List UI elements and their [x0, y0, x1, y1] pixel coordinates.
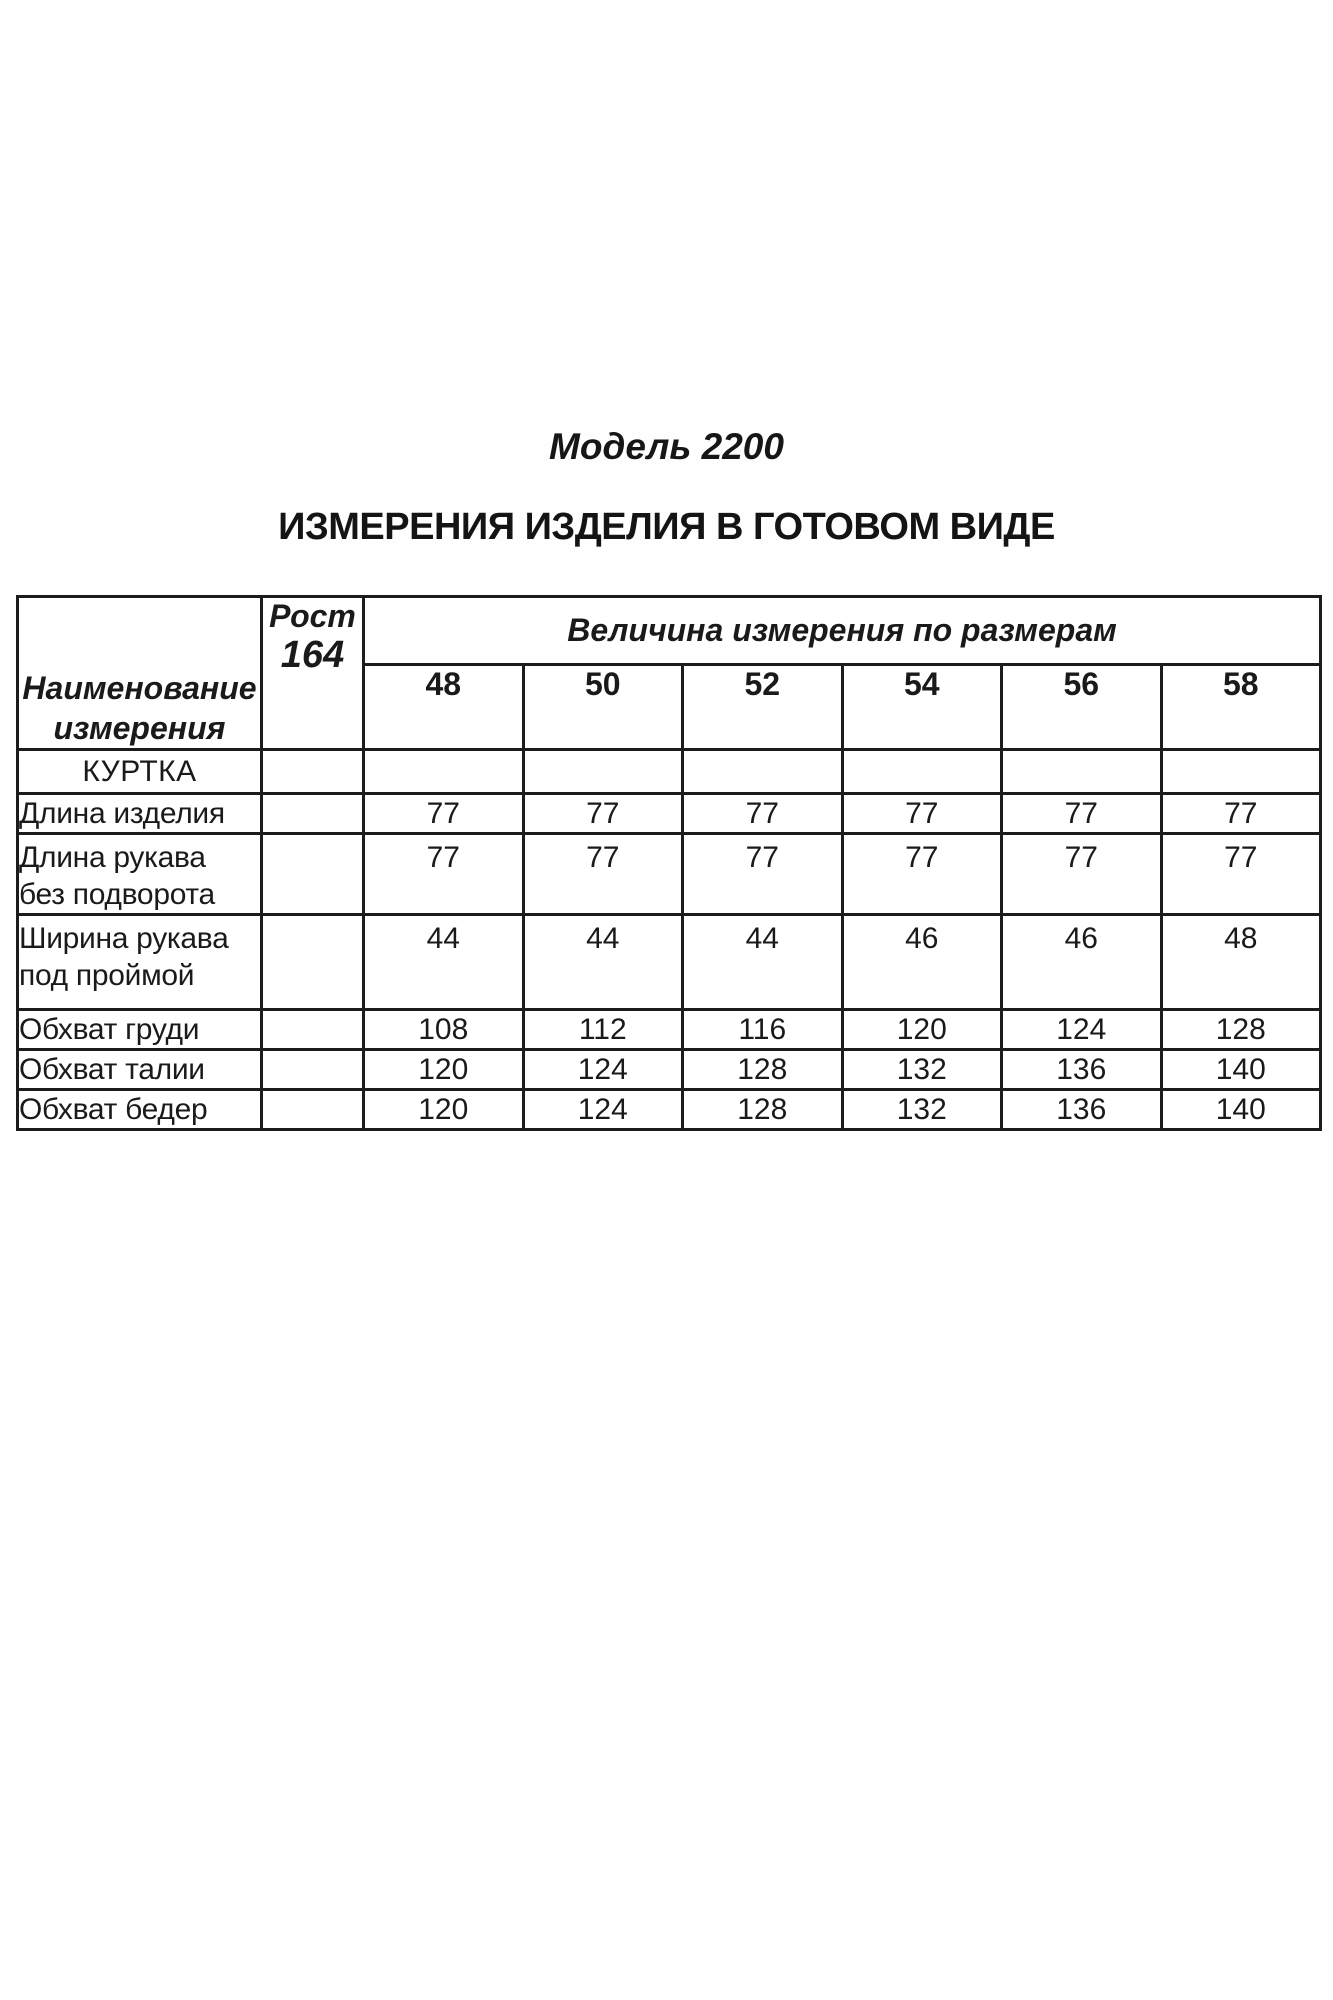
measurement-value: 136 [1002, 1050, 1162, 1090]
empty-cell [683, 750, 843, 794]
measurement-value: 77 [364, 834, 524, 915]
label-line: без подворота [19, 878, 215, 911]
label-line: Обхват груди [19, 1013, 200, 1046]
table-row [18, 794, 1321, 834]
empty-cell [262, 834, 364, 915]
measurement-value: 124 [1002, 1010, 1162, 1050]
empty-cell [523, 750, 683, 794]
measurement-value: 112 [523, 1010, 683, 1050]
measurement-value: 44 [683, 915, 843, 1010]
measurement-value: 108 [364, 1010, 524, 1050]
measurement-value: 44 [364, 915, 524, 1010]
empty-cell [842, 750, 1002, 794]
label-line: Длина рукава [19, 841, 206, 874]
measurement-value: 116 [683, 1010, 843, 1050]
label-line: Длина изделия [19, 797, 225, 830]
column-header-measurement-name [18, 597, 262, 750]
table-row [18, 834, 1321, 915]
measurement-value: 128 [683, 1090, 843, 1130]
measurement-label [18, 834, 262, 915]
measurement-label [18, 915, 262, 1010]
measurement-label [18, 1010, 262, 1050]
column-header-sizes-span: Величина измерения по размерам [364, 597, 1321, 665]
measurement-value: 77 [1002, 794, 1162, 834]
empty-cell [262, 794, 364, 834]
size-header-50: 50 [523, 665, 683, 750]
header-row-top [18, 597, 1321, 665]
label-line: Обхват талии [19, 1053, 205, 1086]
measurement-value: 77 [842, 834, 1002, 915]
model-title: Модель 2200 [549, 426, 784, 467]
table-row [18, 1010, 1321, 1050]
page-heading: ИЗМЕРЕНИЯ ИЗДЕЛИЯ В ГОТОВОМ ВИДЕ [278, 506, 1055, 548]
measurement-value: 128 [683, 1050, 843, 1090]
measurement-value: 120 [842, 1010, 1002, 1050]
size-header-54: 54 [842, 665, 1002, 750]
measurement-value: 77 [683, 834, 843, 915]
empty-cell [262, 1050, 364, 1090]
measurement-value: 128 [1161, 1010, 1321, 1050]
table-row [18, 1050, 1321, 1090]
height-value: 164 [280, 634, 345, 676]
section-title: КУРТКА [18, 750, 262, 794]
size-header-52: 52 [683, 665, 843, 750]
measurement-value: 120 [364, 1090, 524, 1130]
label-line: под проймой [19, 959, 195, 992]
empty-cell [1161, 750, 1321, 794]
measurement-value: 46 [1002, 915, 1162, 1010]
measurement-value: 77 [683, 794, 843, 834]
measurement-value: 77 [523, 834, 683, 915]
column-header-height [262, 597, 364, 750]
measurement-value: 77 [1161, 794, 1321, 834]
measurement-value: 132 [842, 1050, 1002, 1090]
section-row [18, 750, 1321, 794]
measurement-value: 77 [523, 794, 683, 834]
measurement-label [18, 1090, 262, 1130]
measurement-value: 140 [1161, 1050, 1321, 1090]
empty-cell [364, 750, 524, 794]
measurement-value: 136 [1002, 1090, 1162, 1130]
measurement-value: 124 [523, 1050, 683, 1090]
measurement-value: 124 [523, 1090, 683, 1130]
empty-cell [1002, 750, 1162, 794]
measurement-value: 77 [364, 794, 524, 834]
measurement-value: 77 [842, 794, 1002, 834]
measurement-label [18, 1050, 262, 1090]
measurements-table [16, 595, 1322, 1131]
header-name-line: Наименование [22, 670, 257, 706]
size-header-58: 58 [1161, 665, 1321, 750]
header-name-line: измерения [53, 710, 226, 746]
size-header-48: 48 [364, 665, 524, 750]
height-label: Рост [269, 598, 356, 634]
table-row [18, 915, 1321, 1010]
empty-cell [262, 915, 364, 1010]
measurement-value: 44 [523, 915, 683, 1010]
empty-cell [262, 1090, 364, 1130]
measurement-value: 46 [842, 915, 1002, 1010]
measurement-value: 48 [1161, 915, 1321, 1010]
table-row [18, 1090, 1321, 1130]
measurement-value: 77 [1161, 834, 1321, 915]
measurement-value: 132 [842, 1090, 1002, 1130]
size-header-56: 56 [1002, 665, 1162, 750]
label-line: Обхват бедер [19, 1093, 208, 1126]
measurement-value: 120 [364, 1050, 524, 1090]
measurement-value: 77 [1002, 834, 1162, 915]
measurement-value: 140 [1161, 1090, 1321, 1130]
measurement-label [18, 794, 262, 834]
label-line: Ширина рукава [19, 922, 229, 955]
empty-cell [262, 1010, 364, 1050]
empty-cell [262, 750, 364, 794]
